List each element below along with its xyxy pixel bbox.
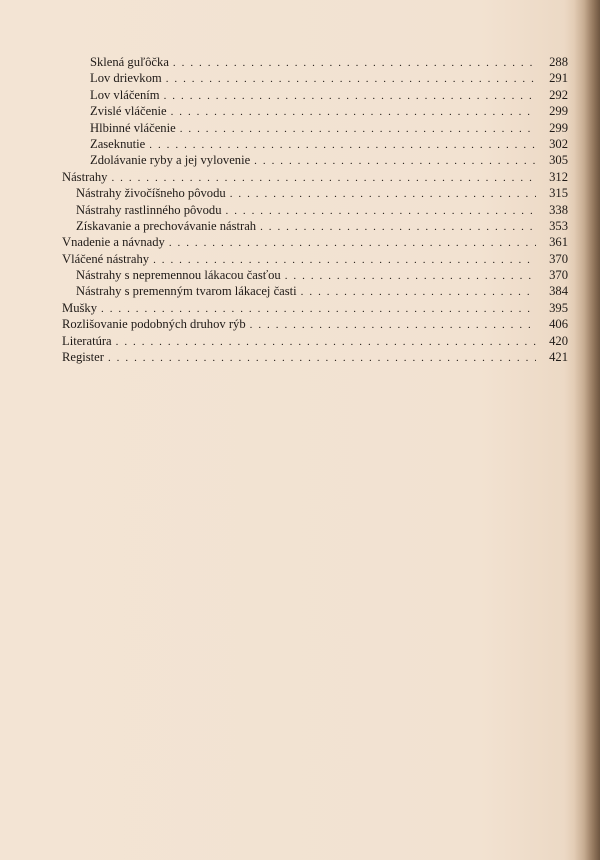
toc-entry-page-number: 338 xyxy=(549,202,568,217)
toc-entry-title: Nástrahy s premenným tvarom lákacej časti xyxy=(76,284,297,299)
toc-dot-leader xyxy=(254,153,536,169)
toc-entry xyxy=(62,185,568,201)
toc-entry xyxy=(62,152,568,168)
toc-dot-leader xyxy=(149,137,536,153)
toc-entry-page-number: 370 xyxy=(549,268,568,283)
toc-dot-leader xyxy=(285,268,536,284)
toc-entry xyxy=(62,202,568,218)
toc-entry-page-number: 302 xyxy=(549,136,568,151)
toc-entry-title: Zaseknutie xyxy=(90,136,146,151)
toc-entry-page-number: 299 xyxy=(549,120,568,135)
toc-entry xyxy=(62,316,568,332)
toc-entry-title: Register xyxy=(62,350,104,365)
toc-dot-leader xyxy=(108,350,536,366)
toc-entry-title: Zdolávanie ryby a jej vylovenie xyxy=(90,153,251,168)
toc-entry-title: Zvislé vláčenie xyxy=(90,104,167,119)
toc-entry-title: Mušky xyxy=(62,300,97,315)
toc-entry-title: Lov vláčením xyxy=(90,87,160,102)
toc-entry xyxy=(62,87,568,103)
toc-dot-leader xyxy=(116,334,536,350)
toc-entry-page-number: 361 xyxy=(549,235,568,250)
toc-entry xyxy=(62,70,568,86)
toc-dot-leader xyxy=(111,170,536,186)
toc-entry xyxy=(62,169,568,185)
toc-entry xyxy=(62,218,568,234)
toc-entry xyxy=(62,103,568,119)
toc-entry xyxy=(62,251,568,267)
toc-dot-leader xyxy=(171,104,536,120)
toc-entry xyxy=(62,349,568,365)
toc-dot-leader xyxy=(166,71,536,87)
toc-entry xyxy=(62,136,568,152)
toc-entry xyxy=(62,283,568,299)
toc-entry-title: Nástrahy rastlinného pôvodu xyxy=(76,202,222,217)
toc-dot-leader xyxy=(250,317,536,333)
toc-entry-page-number: 420 xyxy=(549,333,568,348)
table-of-contents xyxy=(62,54,568,365)
toc-entry-page-number: 315 xyxy=(549,186,568,201)
toc-entry-title: Vnadenie a návnady xyxy=(62,235,165,250)
toc-entry xyxy=(62,54,568,70)
toc-entry xyxy=(62,267,568,283)
toc-entry xyxy=(62,120,568,136)
toc-entry-page-number: 395 xyxy=(549,300,568,315)
toc-entry xyxy=(62,333,568,349)
toc-entry xyxy=(62,300,568,316)
toc-dot-leader xyxy=(101,301,536,317)
toc-dot-leader xyxy=(260,219,536,235)
toc-entry xyxy=(62,234,568,250)
toc-entry-title: Lov drievkom xyxy=(90,71,162,86)
toc-entry-title: Vláčené nástrahy xyxy=(62,251,150,266)
toc-entry-page-number: 299 xyxy=(549,104,568,119)
toc-entry-page-number: 384 xyxy=(549,284,568,299)
toc-entry-title: Nástrahy s nepremennou lákacou časťou xyxy=(76,268,281,283)
toc-entry-title: Rozlišovanie podobných druhov rýb xyxy=(62,317,246,332)
toc-entry-page-number: 292 xyxy=(549,87,568,102)
toc-entry-title: Získavanie a prechovávanie nástrah xyxy=(76,218,257,233)
toc-entry-page-number: 370 xyxy=(549,251,568,266)
toc-dot-leader xyxy=(169,235,536,251)
toc-dot-leader xyxy=(164,88,536,104)
toc-entry-page-number: 406 xyxy=(549,317,568,332)
toc-entry-page-number: 291 xyxy=(549,71,568,86)
toc-entry-page-number: 305 xyxy=(549,153,568,168)
toc-dot-leader xyxy=(173,55,536,71)
toc-entry-title: Nástrahy xyxy=(62,169,108,184)
toc-entry-page-number: 353 xyxy=(549,218,568,233)
toc-dot-leader xyxy=(230,186,536,202)
toc-entry-title: Nástrahy živočíšneho pôvodu xyxy=(76,186,226,201)
toc-entry-title: Literatúra xyxy=(62,333,112,348)
toc-entry-title: Sklená guľôčka xyxy=(90,55,169,69)
toc-dot-leader xyxy=(153,252,536,268)
toc-entry-page-number: 288 xyxy=(549,55,568,69)
toc-entry-title: Hlbinné vláčenie xyxy=(90,120,176,135)
toc-dot-leader xyxy=(226,203,537,219)
page-edge-shadow xyxy=(574,0,600,860)
toc-entry-page-number: 312 xyxy=(549,169,568,184)
toc-dot-leader xyxy=(180,121,536,137)
toc-entry-page-number: 421 xyxy=(549,350,568,365)
toc-dot-leader xyxy=(301,284,536,300)
